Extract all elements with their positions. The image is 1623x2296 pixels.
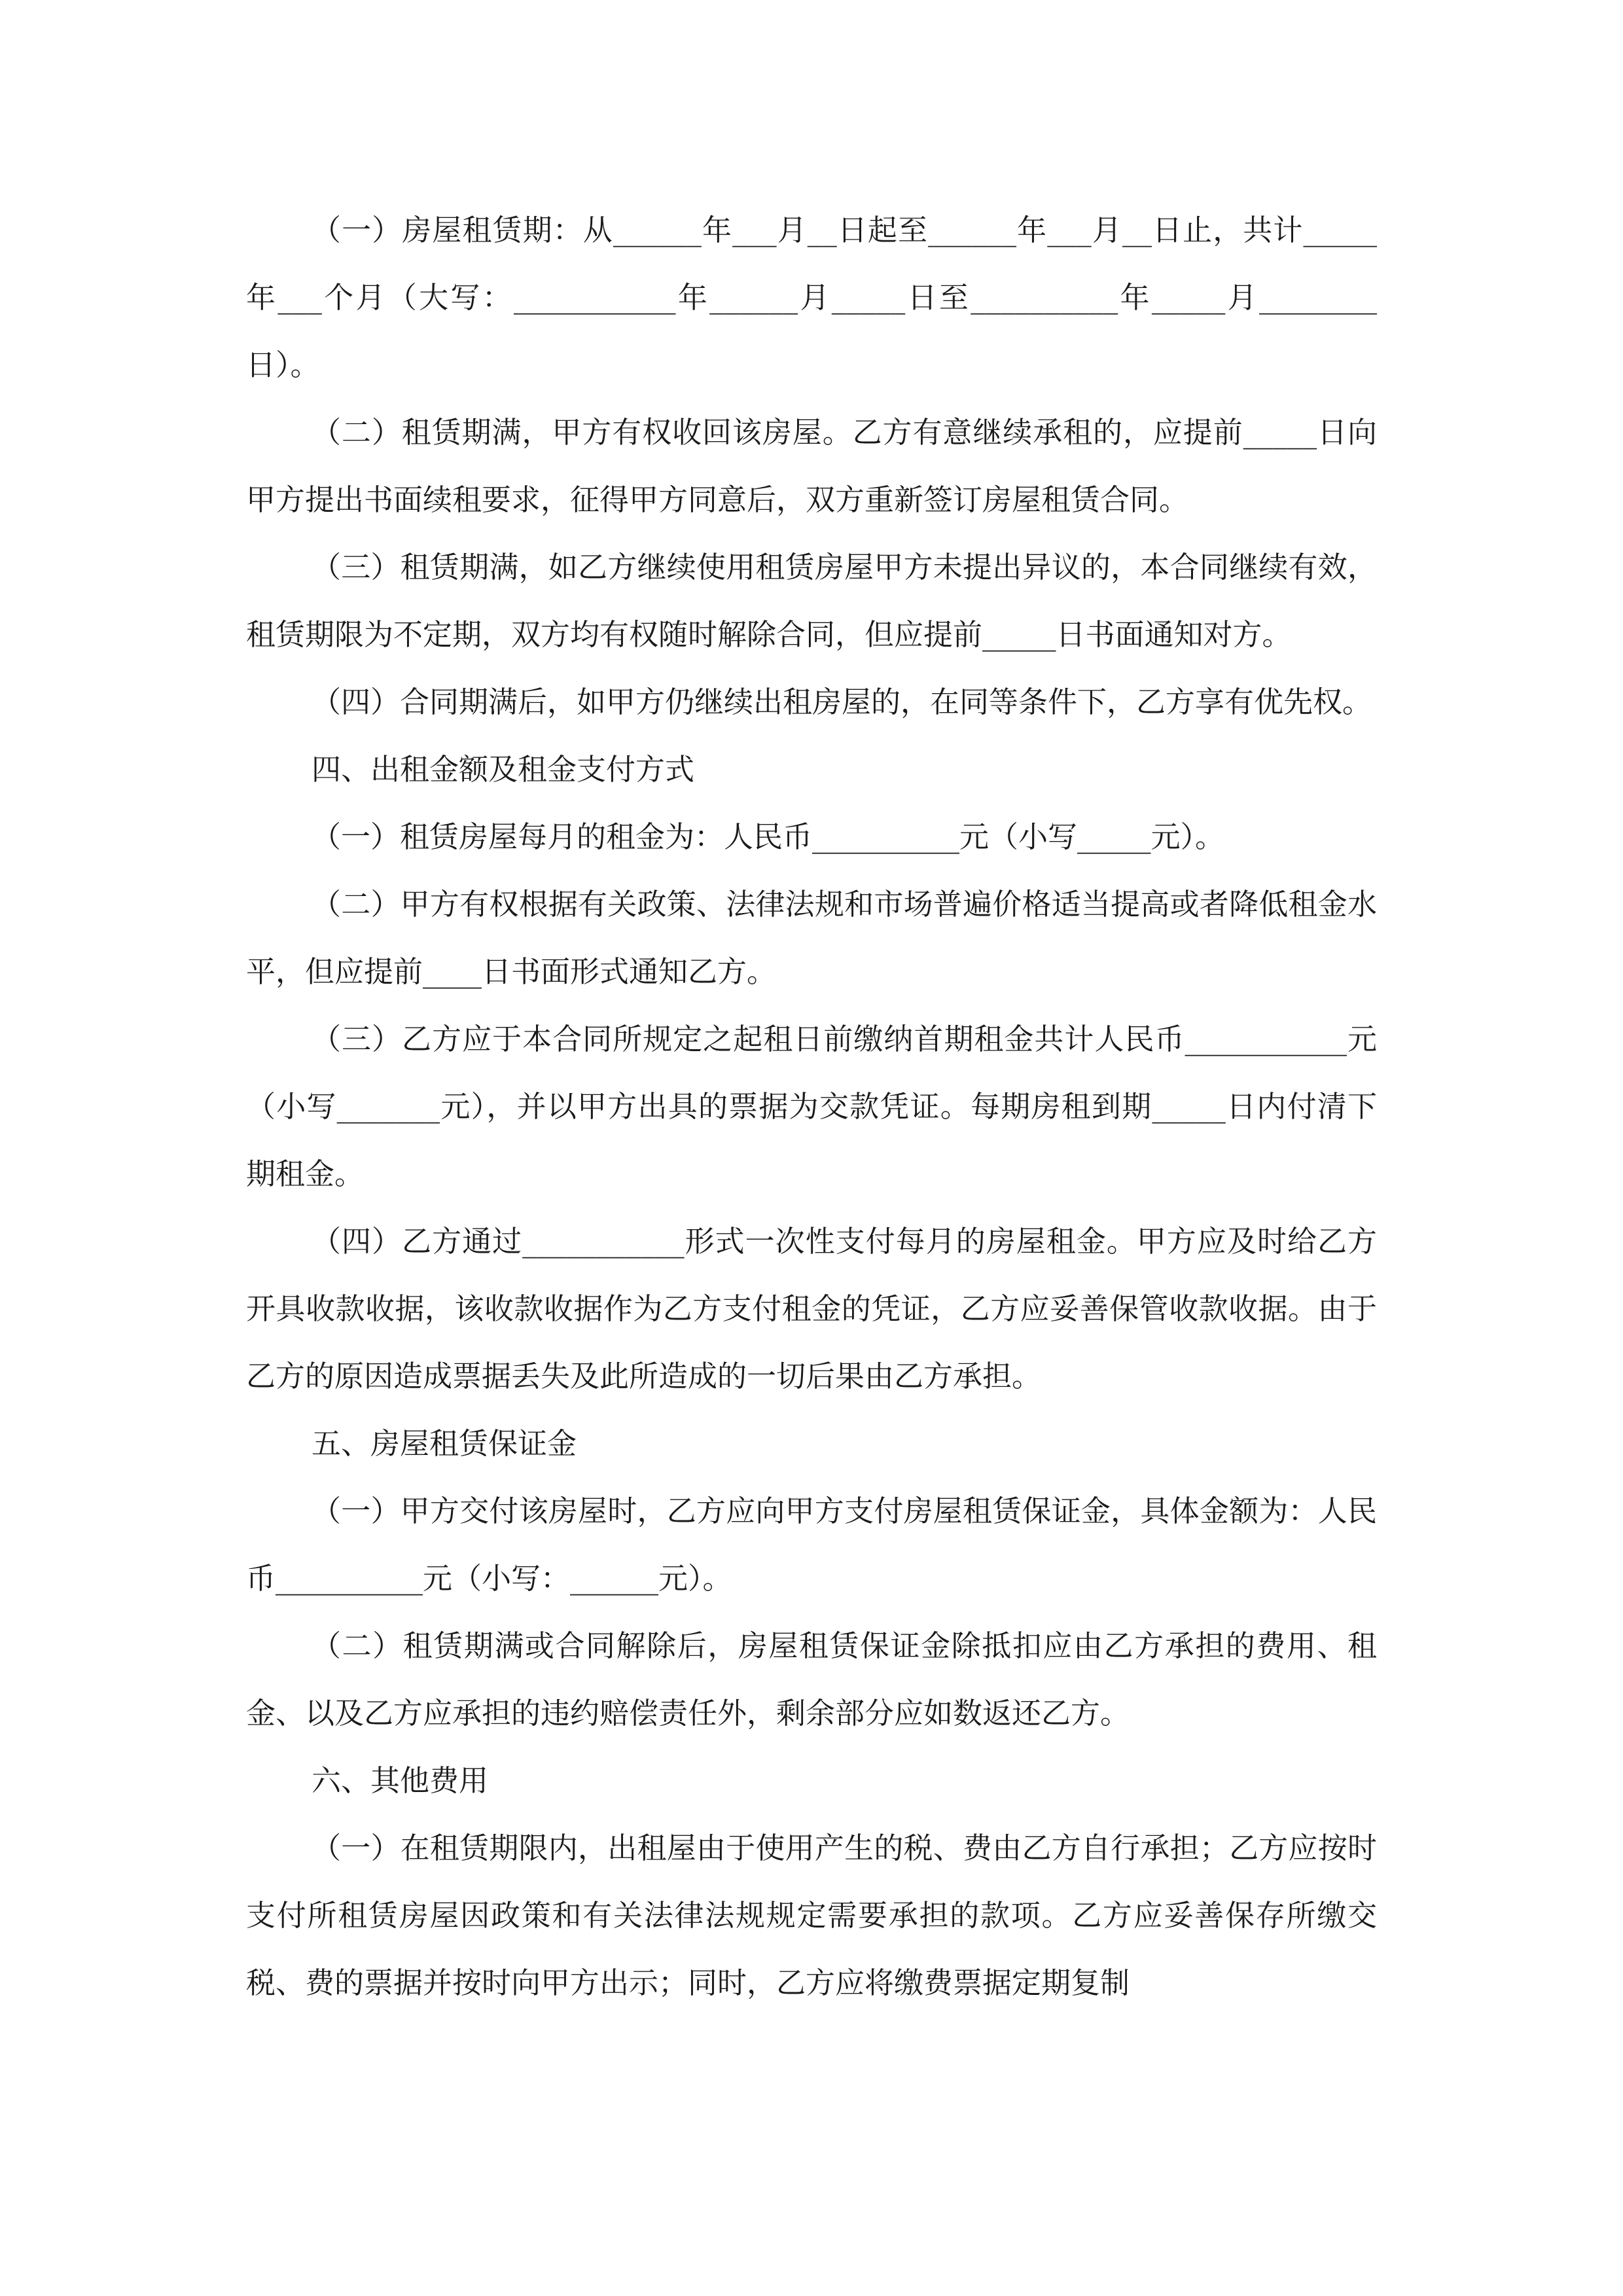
clause-taxes-fees: （一）在租赁期限内，出租屋由于使用产生的税、费由乙方自行承担；乙方应按时支付所租赁房屋因政策和有关法律法规规定需要承担的款项。乙方应妥善保存所缴交税、费的票据并按时向甲方出示；同时，乙方应将缴费票据定期复制 <box>246 1831 1377 2000</box>
document-body <box>246 196 1377 2017</box>
clause-lease-term: （一）房屋租赁期：从______年___月__日起至______年___月__日止，共计_____年___个月（大写：___________年______月_____日至__________年_____月________日）。 <box>246 213 1377 382</box>
clause-monthly-rent: （一）租赁房屋每月的租金为：人民币__________元（小写_____元）。 <box>312 819 1225 854</box>
clause-lease-continue: （三）租赁期满，如乙方继续使用租赁房屋甲方未提出异议的，本合同继续有效，租赁期限为不定期，双方均有权随时解除合同，但应提前_____日书面通知对方。 <box>246 550 1377 652</box>
clause-lease-priority: （四）合同期满后，如甲方仍继续出租房屋的，在同等条件下，乙方享有优先权。 <box>312 685 1372 719</box>
clause-deposit-amount: （一）甲方交付该房屋时，乙方应向甲方支付房屋租赁保证金，具体金额为：人民币__________元（小写：______元）。 <box>246 1494 1377 1596</box>
clause-lease-renewal: （二）租赁期满，甲方有权收回该房屋。乙方有意继续承租的，应提前_____日向甲方提出书面续租要求，征得甲方同意后，双方重新签订房屋租赁合同。 <box>246 415 1377 517</box>
clause-rent-adjust: （二）甲方有权根据有关政策、法律法规和市场普遍价格适当提高或者降低租金水平，但应提前____日书面形式通知乙方。 <box>246 887 1377 989</box>
section-heading-deposit: 五、房屋租赁保证金 <box>312 1426 577 1461</box>
clause-payment-method: （四）乙方通过___________形式一次性支付每月的房屋租金。甲方应及时给乙方开具收款收据，该收款收据作为乙方支付租金的凭证，乙方应妥善保管收款收据。由于乙方的原因造成票据丢失及此所造成的一切后果由乙方承担。 <box>246 1224 1377 1393</box>
clause-first-payment: （三）乙方应于本合同所规定之起租日前缴纳首期租金共计人民币___________元（小写_______元），并以甲方出具的票据为交款凭证。每期房租到期_____日内付清下期租金。 <box>246 1022 1377 1191</box>
section-heading-other-fees: 六、其他费用 <box>312 1763 489 1798</box>
clause-deposit-return: （二）租赁期满或合同解除后，房屋租赁保证金除抵扣应由乙方承担的费用、租金、以及乙方应承担的违约赔偿责任外，剩余部分应如数返还乙方。 <box>246 1628 1377 1731</box>
section-heading-rent: 四、出租金额及租金支付方式 <box>312 752 695 787</box>
